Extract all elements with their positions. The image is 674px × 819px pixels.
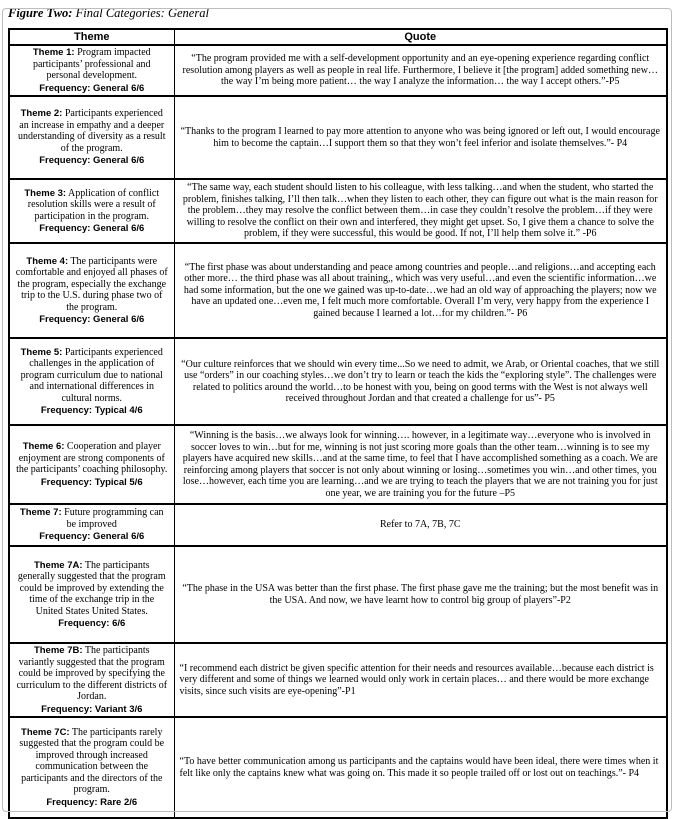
theme-description: Cooperation and player enjoyment are strong components of the participants’ coaching philosophy. bbox=[16, 441, 168, 475]
theme-cell bbox=[9, 45, 174, 96]
table-row bbox=[9, 425, 667, 504]
quote-cell: “To have better communication among us participants and the captains would have been ideal, there were times when it felt like only the captains knew what was going on. This made it so people trailed off or lost out on teachings.”- P4 bbox=[174, 717, 667, 818]
frequency-label: Frequency: General 6/6 bbox=[39, 155, 145, 167]
theme-label: Theme 7: bbox=[19, 507, 62, 519]
theme-label: Theme 1: bbox=[32, 47, 75, 58]
theme-cell bbox=[9, 717, 174, 818]
theme-description: Participants experienced challenges in the application of program curriculum due to national and international differences in cultural norms. bbox=[20, 346, 163, 404]
quote-cell: “Our culture reinforces that we should win every time...So we need to admit, we Arab, or Oriental coaches, that we still use “orders” in our coaching styles…we don’t try to learn or teach the kids the “exploring style”. The challenges were related to politics around the world…to be honest with you, being on good terms with the West is not always well received throughout Jordan and that created a challenge for us”- P5 bbox=[174, 338, 667, 425]
quote-cell: “The program provided me with a self-development opportunity and an eye-opening experience regarding conflict resolution among players as well as people in real life. Furthermore, I believe it [the program] added something new…the way I’m being more patient… the way I analyze the information… the way I accept others.”-P5 bbox=[174, 45, 667, 96]
quote-cell: “Winning is the basis…we always look for winning…. however, in a legitimate way…everyone who is involved in soccer loves to win…but for me, winning is not just scoring more goals than the other team…winning is to see my players have acquired new skills…and at the same time, to feel that I have accomplished something as a coach. We are reinforcing among players that soccer is not only about winning or losing…sometimes you win…and other times, you lose…however, each time you are learning…and we are trying to teach the players that we are not training you for just one year, we are training you for the future –P5 bbox=[174, 425, 667, 504]
table-row bbox=[9, 96, 667, 179]
theme-label: Theme 2: bbox=[20, 108, 63, 120]
theme-description: Program impacted participants’ professional and personal development. bbox=[32, 47, 151, 81]
theme-description: Future programming can be improved bbox=[61, 507, 164, 530]
theme-cell bbox=[9, 504, 174, 546]
quote-cell: “The first phase was about understanding and peace among countries and people…and religions…and accepting each other more… the third phase was all about training,, which was very useful…and even the scientific information…we had some information, but the one we gained was up-to-date…we had an old way of approaching the players; now we have an updated one…even me, I felt much more comfortable. Overall I’m very, very happy from the experience I gained because I learned a lot…for my children.”- P6 bbox=[174, 243, 667, 338]
theme-description: The participants generally suggested that the program could be improved by extending the time of the exchange trip in the United States United States. bbox=[17, 559, 166, 617]
categories-table bbox=[8, 28, 668, 819]
theme-description: Participants experienced an increase in empathy and a deeper understanding of diversity as a result of the program. bbox=[18, 108, 166, 154]
theme-cell bbox=[9, 425, 174, 504]
theme-label: Theme 7B: bbox=[33, 645, 83, 656]
quote-cell: “The same way, each student should listen to his colleague, with less talking…and when the student, who started the problem, finishes talking, I’ll then talk…when they listen to each other, they can figure out what is the main reason for the problem…they may resolve the conflict between them…in case they couldn’t resolve the problem…if they were willing to resolve the conflict on their own and interfered, they might get upset. So, I give them a chance to solve the problem, if they were successful, this would be good. If not, I’ll help them solve it.” -P6 bbox=[174, 179, 667, 243]
table-row bbox=[9, 504, 667, 546]
theme-cell bbox=[9, 96, 174, 179]
table-row bbox=[9, 338, 667, 425]
theme-cell bbox=[9, 179, 174, 243]
theme-description: Application of conflict resolution skills were a result of participation in the program. bbox=[27, 187, 160, 222]
quote-cell: “I recommend each district be given specific attention for their needs and resources available…because each district is very different and some of things we learned would only work in certain places… and there would be more exchange visits, since such visits are eye-opening”-P1 bbox=[174, 643, 667, 717]
column-header-theme: Theme bbox=[9, 29, 174, 45]
column-header-quote: Quote bbox=[174, 29, 667, 45]
table-body bbox=[9, 45, 667, 818]
table-row bbox=[9, 243, 667, 338]
theme-label: Theme 7A: bbox=[33, 559, 83, 571]
theme-description: The participants were comfortable and enjoyed all phases of the program, especially the exchange trip to the U.S. during phase two of the program. bbox=[15, 255, 168, 313]
figure-title-text: Final Categories: General bbox=[72, 6, 209, 20]
frequency-label: Frequency: Variant 3/6 bbox=[41, 703, 143, 715]
frequency-label: Frequency: General 6/6 bbox=[39, 531, 145, 543]
theme-cell bbox=[9, 338, 174, 425]
theme-description: The participants rarely suggested that the program could be improved through increased communication between the participants and the directors of the program. bbox=[19, 726, 165, 796]
table-row bbox=[9, 643, 667, 717]
frequency-label: Frequency: Typical 4/6 bbox=[40, 405, 143, 416]
theme-label: Theme 4: bbox=[26, 255, 69, 267]
figure-title bbox=[8, 6, 674, 21]
theme-label: Theme 5: bbox=[20, 346, 63, 358]
theme-label: Theme 6: bbox=[22, 441, 65, 452]
frequency-label: Frequency: General 6/6 bbox=[39, 314, 145, 325]
frequency-label: Frequency: Typical 5/6 bbox=[40, 476, 143, 488]
theme-label: Theme 3: bbox=[24, 187, 67, 199]
table-row bbox=[9, 45, 667, 96]
theme-cell bbox=[9, 643, 174, 717]
table-header-row bbox=[9, 29, 667, 45]
theme-label: Theme 7C: bbox=[21, 726, 70, 738]
quote-cell: “The phase in the USA was better than the first phase. The first phase gave me the training; but the most benefit was in the USA. And now, we have learnt how to control big group of players”-P2 bbox=[174, 546, 667, 643]
frequency-label: Frequency: 6/6 bbox=[58, 618, 126, 629]
frequency-label: Frequency: General 6/6 bbox=[39, 223, 145, 234]
table-row bbox=[9, 546, 667, 643]
theme-cell bbox=[9, 546, 174, 643]
theme-cell bbox=[9, 243, 174, 338]
frequency-label: Frequency: General 6/6 bbox=[39, 82, 145, 94]
table-row bbox=[9, 179, 667, 243]
figure-title-prefix: Figure Two: bbox=[8, 6, 73, 20]
table-row bbox=[9, 717, 667, 818]
theme-description: The participants variantly suggested that the program could be improved by specifying the curriculum to the different districts of Jordan. bbox=[16, 645, 168, 702]
frequency-label: Frequency: Rare 2/6 bbox=[46, 796, 138, 808]
quote-cell: “Thanks to the program I learned to pay more attention to anyone who was being ignored or left out, I would encourage him to become the captain…I support them so that they won’t feel inferior and isolate themselves.”- P4 bbox=[174, 96, 667, 179]
quote-cell: Refer to 7A, 7B, 7C bbox=[174, 504, 667, 546]
